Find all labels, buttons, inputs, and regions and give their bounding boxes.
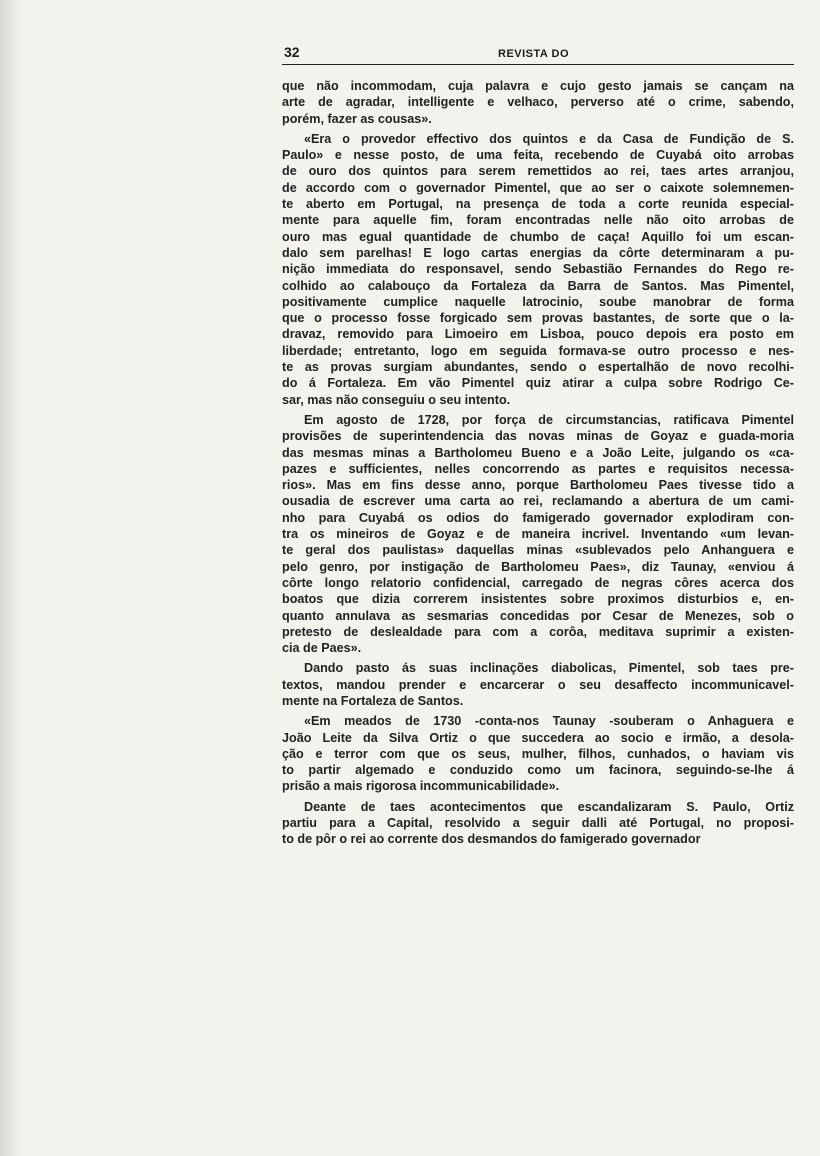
text-line: nição immediata do responsavel, sendo Sebastião Fernandes do Rego re- — [282, 262, 794, 277]
text-line: que o processo fosse forgicado sem provas bastantes, de sorte que o la- — [282, 311, 794, 326]
paragraph — [282, 799, 794, 848]
text-line: mente na Fortaleza de Santos. — [282, 693, 464, 708]
text-line: de ouro dos quintos para serem remettidos ao rei, taes artes arranjou, — [282, 164, 794, 179]
text-line: nho para Cuyabá os odios do famigerado governador explodiram con- — [282, 510, 794, 525]
text-line: partiu para a Capital, resolvido a seguir dalli até Portugal, no proposi- — [282, 816, 794, 831]
text-line: «Era o provedor effectivo dos quintos e da Casa de Fundição de S. — [304, 131, 794, 146]
text-line: João Leite da Silva Ortiz o que succedera ao socio e irmão, a desola- — [282, 730, 794, 745]
text-line: positivamente cumplice naquelle latrocinio, soube manobrar de forma — [282, 294, 794, 309]
text-line: que não incommodam, cuja palavra e cujo gesto jamais se cançam na — [282, 79, 794, 93]
scan-edge-shadow — [0, 0, 26, 1156]
running-header — [282, 44, 794, 65]
text-line: liberdade; entretanto, logo em seguida formava-se outro processo e nes- — [282, 343, 794, 358]
body-text — [282, 78, 794, 848]
paragraph — [282, 713, 794, 794]
text-line: ouro mas egual quantidade de chumbo de caça! Aquillo foi um escan- — [282, 229, 794, 244]
journal-title: REVISTA DO — [498, 48, 570, 60]
text-line: dravaz, removido para Limoeiro em Lisboa, pouco depois era posto em — [282, 327, 794, 342]
text-line: te aberto em Portugal, na presença de toda a corte reunida especial- — [282, 197, 794, 212]
text-line: Deante de taes acontecimentos que escandalizaram S. Paulo, Ortiz — [304, 799, 794, 814]
text-line: mente para aquelle fim, foram encontradas nelle não oito arrobas de — [282, 213, 794, 228]
text-line: ousadia de escrever uma carta ao rei, reclamando a abertura de um cami- — [282, 494, 794, 509]
text-line: Dando pasto ás suas inclinações diabolicas, Pimentel, sob taes pre- — [304, 661, 794, 676]
text-line: «Em meados de 1730 -conta-nos Taunay -souberam o Anhaguera e — [304, 714, 794, 729]
paragraph — [282, 660, 794, 709]
text-line: prisão a mais rigorosa incommunicabilidade». — [282, 779, 560, 794]
text-line: colhido ao calabouço da Fortaleza da Barra de Santos. Mas Pimentel, — [282, 278, 794, 293]
text-line: das mesmas minas a Bartholomeu Bueno e a João Leite, julgando os «ca- — [282, 445, 794, 460]
page-number: 32 — [284, 44, 300, 60]
text-line: to de pôr o rei ao corrente dos desmandos do famigerado governador — [282, 832, 701, 847]
text-line: de accordo com o governador Pimentel, que ao ser o caixote solemnemen- — [282, 180, 794, 195]
text-line: to partir algemado e conduzido como um facinora, seguindo-se-lhe á — [282, 763, 794, 778]
text-line: pazes e sufficientes, nelles concorrendo as partes e requisitos necessa- — [282, 461, 794, 476]
text-line: dalo sem parelhas! E logo cartas energias da côrte determinaram a pu- — [282, 245, 794, 260]
text-line: textos, mandou prender e encarcerar o seu desaffecto incommunicavel- — [282, 677, 794, 692]
text-line: Em agosto de 1728, por força de circumstancias, ratificava Pimentel — [304, 412, 794, 427]
text-line: Paulo» e nesse posto, de uma feita, recebendo de Cuyabá oito arrobas — [282, 148, 794, 163]
text-line: arte de agradar, intelligente e velhaco, perverso até o crime, sabendo, — [282, 95, 794, 110]
text-line: do á Fortaleza. Em vão Pimentel quiz atirar a culpa sobre Rodrigo Ce- — [282, 376, 794, 391]
text-line: ção e terror com que os seus, mulher, filhos, cunhados, o haviam vis — [282, 746, 794, 761]
text-line: boatos que dizia correrem insistentes sobre proximos disturbios e, en- — [282, 592, 794, 607]
text-line: pretesto de deslealdade para com a corôa, meditava suprimir a existen- — [282, 624, 794, 639]
document-page — [282, 44, 794, 848]
text-line: te geral dos paulistas» daquellas minas «sublevados pelo Anhanguera e — [282, 543, 794, 558]
text-line: quanto annulava as sesmarias concedidas por Cesar de Menezes, sob o — [282, 608, 794, 623]
text-line: provisões de superintendencia das novas minas de Goyaz e guada-moria — [282, 429, 794, 444]
text-line: sar, mas não conseguiu o seu intento. — [282, 392, 511, 407]
paragraph — [282, 412, 794, 656]
text-line: cia de Paes». — [282, 641, 362, 656]
text-line: pelo genro, por instigação de Bartholomeu Paes», diz Taunay, «enviou á — [282, 559, 794, 574]
text-line: côrte longo relatorio confidencial, carregado de negras côres acerca dos — [282, 575, 794, 590]
text-line: rios». Mas em fins desse anno, porque Bartholomeu Paes tivesse tido a — [282, 478, 794, 493]
text-line: porém, fazer as cousas». — [282, 111, 432, 126]
text-line: te as provas surgiam abundantes, sendo o espertalhão de novo recolhi- — [282, 360, 794, 375]
text-line: tra os mineiros de Goyaz e de maneira incrivel. Inventando «um levan- — [282, 527, 794, 542]
paragraph — [282, 78, 794, 127]
paragraph — [282, 131, 794, 408]
